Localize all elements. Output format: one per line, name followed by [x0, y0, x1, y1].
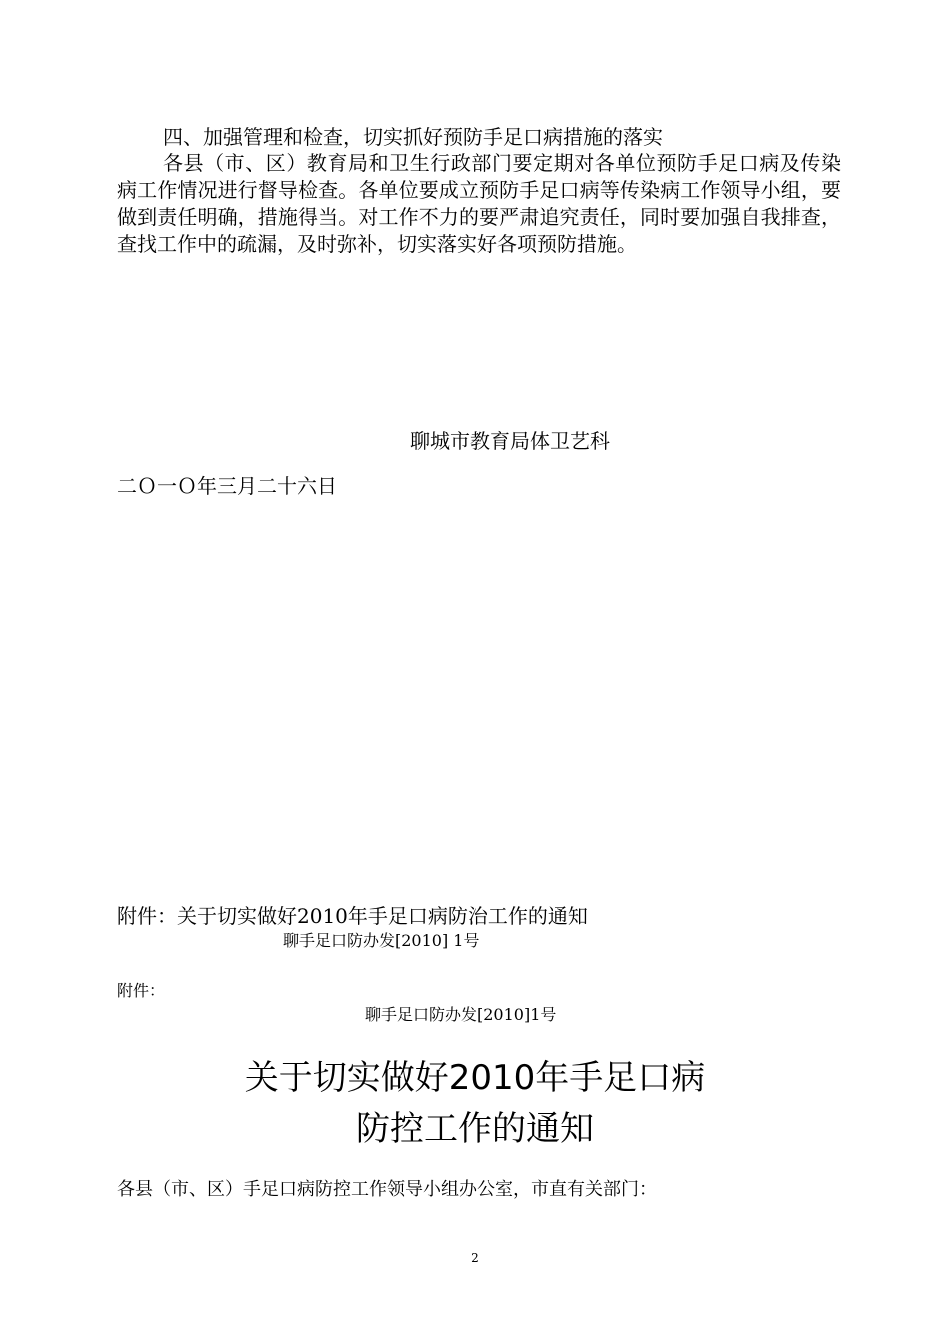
section-heading: 四、加强管理和检查，切实抓好预防手足口病措施的落实: [163, 125, 663, 149]
attachment-line: 附件：关于切实做好2010年手足口病防治工作的通知: [117, 904, 588, 928]
signature-date: 二Ｏ一Ｏ年三月二十六日: [117, 474, 337, 498]
attachment-doc-number: 聊手足口防办发[2010] 1号: [283, 931, 480, 950]
page-number: 2: [471, 1251, 479, 1265]
salutation: 各县（市、区）手足口病防控工作领导小组办公室，市直有关部门：: [117, 1179, 657, 1200]
notice-title-line-2: 防控工作的通知: [356, 1109, 594, 1149]
signature-organization: 聊城市教育局体卫艺科: [410, 429, 610, 453]
body-paragraph: 各县（市、区）教育局和卫生行政部门要定期对各单位预防手足口病及传染病工作情况进行督导检查。各单位要成立预防手足口病等传染病工作领导小组，要做到责任明确，措施得当。对工作不力的要严肃追究责任，同时要加强自我排查，查找工作中的疏漏，及时弥补，切实落实好各项预防措施。: [117, 151, 841, 256]
attachment-label: 附件：: [117, 981, 166, 1000]
notice-doc-number: 聊手足口防办发[2010]1号: [365, 1005, 557, 1024]
notice-title-line-1: 关于切实做好2010年手足口病: [244, 1058, 706, 1098]
